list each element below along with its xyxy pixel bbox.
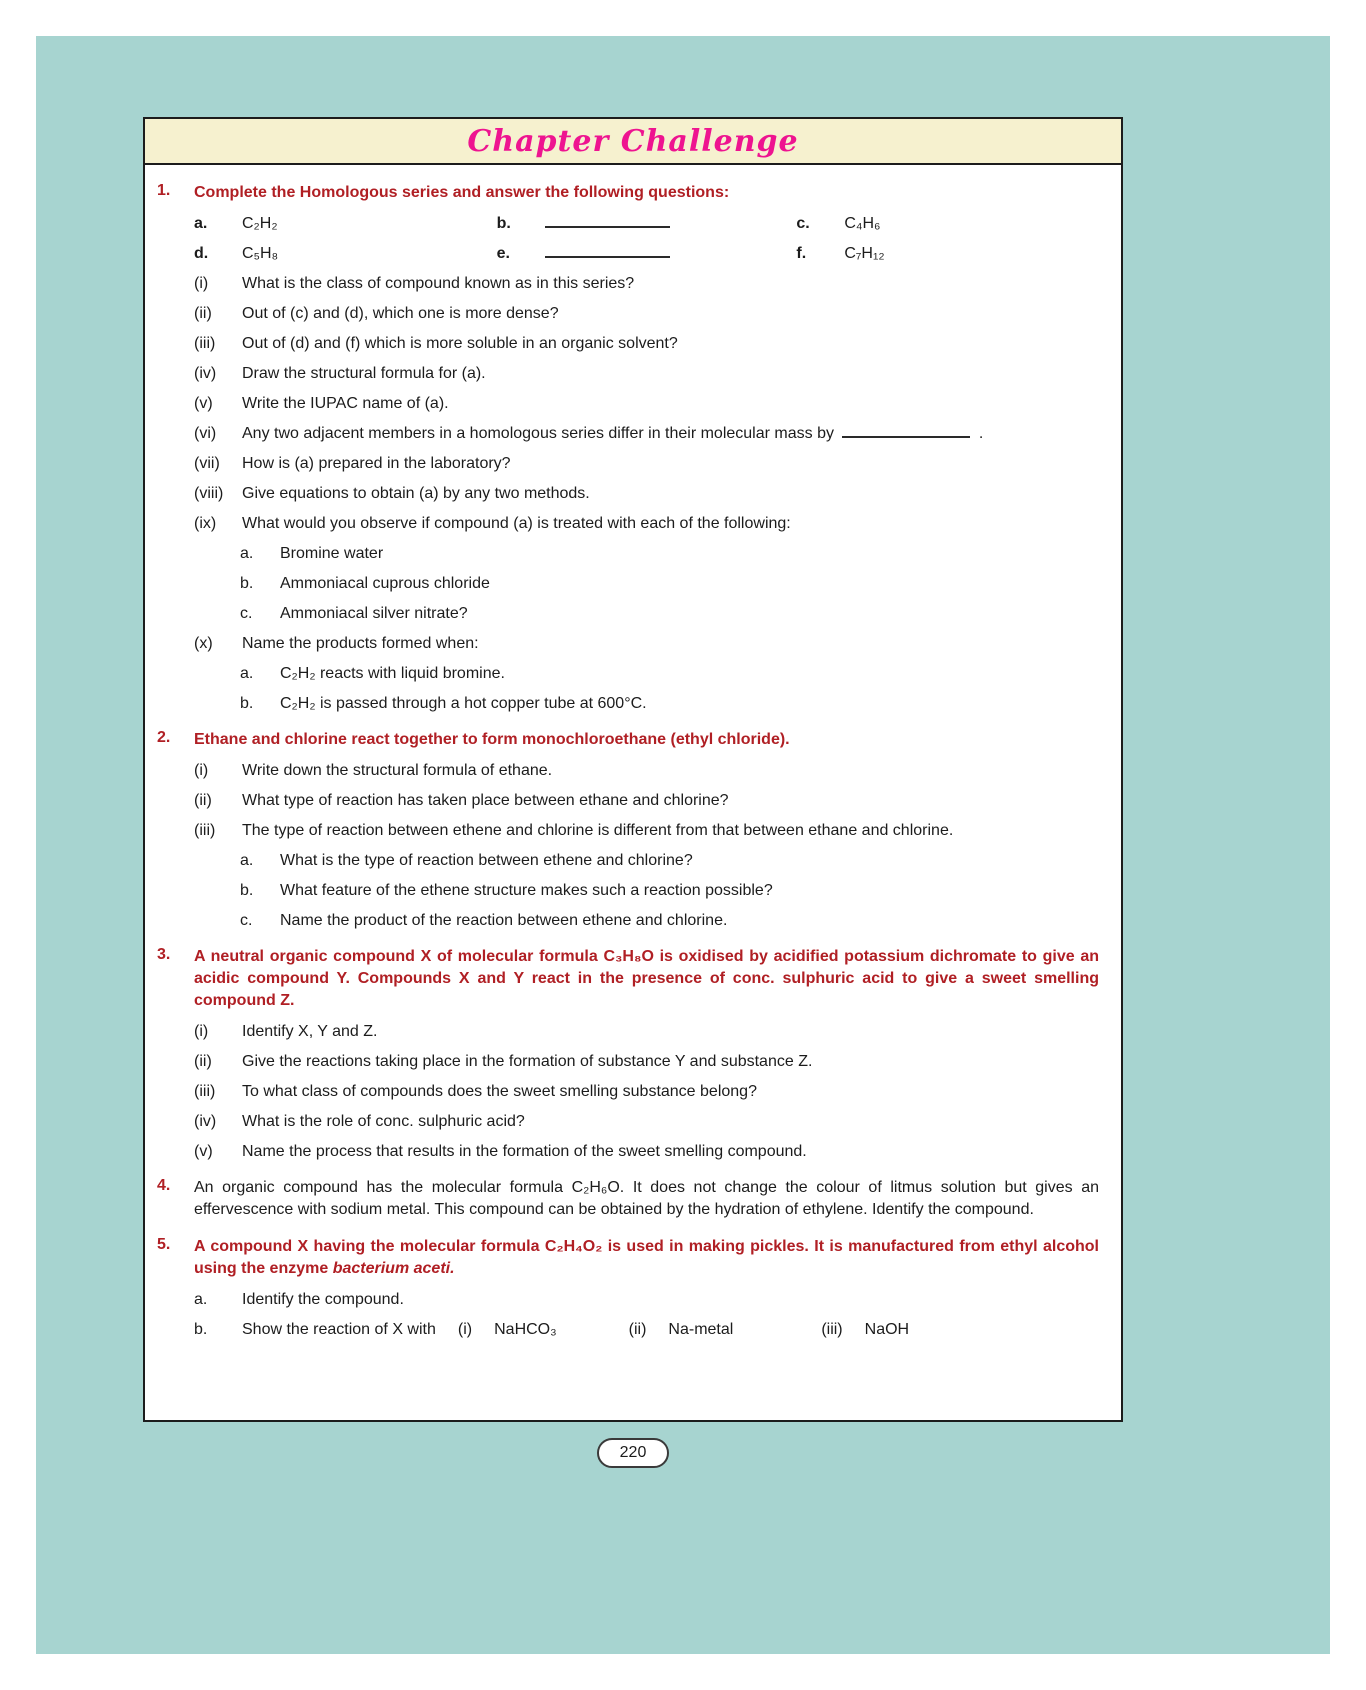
item-label: (vii) [194,455,220,472]
question-item [194,1081,1099,1102]
stem-segment: bacterium aceti. [332,1260,455,1277]
chapter-challenge-box [143,117,1123,1422]
series-cell [194,213,497,234]
question-subitem [240,543,1099,564]
question-item [194,1021,1099,1042]
series-cell [194,243,497,264]
item-label: (iii) [194,822,216,839]
item-text: Out of (d) and (f) which is more soluble in an organic solvent? [242,335,678,352]
fill-in-blank [842,423,970,438]
question-item [194,1141,1099,1162]
inline-part: (i) [457,1321,473,1338]
question-number: 2. [157,729,171,746]
question-item [194,513,1099,534]
question-item [194,423,1099,444]
item-text: What type of reaction has taken place between ethane and chlorine? [242,792,729,809]
stem-segment: A neutral organic compound X of molecular formula C₃H₈O is oxidised by acidified potassium dichromate to give an acidic compound Y. Compounds X and Y react in the presence of conc. sulphuric acid to give a sweet smelling compound Z. [194,948,1099,1009]
inline-part: NaHCO₃ [494,1321,557,1338]
stem-segment: An organic compound has the molecular formula C₂H₆O. It does not change the colour of litmus solution but gives an effervescence with sodium metal. This compound can be obtained by the hydration of ethylene. Identify the compound. [194,1179,1099,1218]
item-label: (v) [194,1143,213,1160]
subitem-label: a. [240,665,254,682]
question-number: 4. [157,1177,171,1194]
item-text: What is the role of conc. sulphuric acid? [242,1113,525,1130]
fill-in-blank [545,243,670,258]
series-item-label: b. [496,215,511,232]
question-subitem [240,603,1099,624]
question-subitem [240,663,1099,684]
subitem-text: Ammoniacal silver nitrate? [280,605,468,622]
item-label: b. [194,1321,208,1338]
question-stem-row [157,182,1099,204]
question-stem [194,946,1099,1012]
question-stem [194,1236,1099,1280]
subitem-label: c. [240,912,253,929]
item-text: Name the process that results in the formation of the sweet smelling compound. [242,1143,807,1160]
question-subitem [240,880,1099,901]
question-item [194,333,1099,354]
chapter-challenge-header [145,119,1121,165]
subitem-text: What is the type of reaction between ethene and chlorine? [280,852,693,869]
question-item [194,820,1099,841]
stem-segment: Ethane and chlorine react together to form monochloroethane (ethyl chloride). [194,731,790,748]
chemical-formula: C₂H₂ [242,215,278,232]
item-text-after: . [974,425,984,442]
item-text: Give equations to obtain (a) by any two methods. [242,485,590,502]
subitem-text: C₂H₂ reacts with liquid bromine. [280,665,505,682]
question-number: 5. [157,1236,171,1253]
item-label: (ii) [194,792,212,809]
question-number: 1. [157,182,171,199]
item-text: Write the IUPAC name of (a). [242,395,449,412]
series-row [194,243,1099,264]
item-text [242,1319,1099,1340]
page-number-badge [597,1438,669,1468]
series-cell [796,213,1099,234]
item-text: Out of (c) and (d), which one is more dense? [242,305,559,322]
subitem-label: a. [240,852,254,869]
chemical-formula: C₇H₁₂ [844,245,885,262]
item-label: (i) [194,1023,209,1040]
question-4 [157,1177,1099,1221]
question-item [194,483,1099,504]
subitem-text: C₂H₂ is passed through a hot copper tube at 600°C. [280,695,647,712]
page-number: 220 [619,1444,647,1461]
item-text: Draw the structural formula for (a). [242,365,486,382]
item-label: a. [194,1291,208,1308]
item-text-before: Any two adjacent members in a homologous series differ in their molecular mass by [242,425,839,442]
inline-part: NaOH [864,1321,910,1338]
item-label: (ii) [194,305,212,322]
question-item [194,393,1099,414]
item-text: Identify X, Y and Z. [242,1023,378,1040]
question-item [194,760,1099,781]
item-text: Identify the compound. [242,1291,404,1308]
subitem-label: b. [240,695,254,712]
inline-part: Show the reaction of X with [242,1321,436,1338]
question-3 [157,946,1099,1162]
series-item-label: c. [796,215,810,232]
question-item [194,1319,1099,1340]
item-text: Give the reactions taking place in the formation of substance Y and substance Z. [242,1053,813,1070]
fill-in-blank [545,213,670,228]
series-cell [497,213,797,234]
series-row [194,213,1099,234]
question-item [194,1051,1099,1072]
question-stem-row [157,946,1099,1012]
subitem-label: b. [240,882,254,899]
subitem-label: c. [240,605,253,622]
item-label: (iv) [194,1113,217,1130]
subitem-text: Ammoniacal cuprous chloride [280,575,490,592]
inline-part: (ii) [628,1321,647,1338]
question-item [194,303,1099,324]
item-label: (ii) [194,1053,212,1070]
inline-part: Na-metal [668,1321,734,1338]
question-item [194,1111,1099,1132]
subitem-label: b. [240,575,254,592]
question-item [194,453,1099,474]
series-item-label: f. [796,245,807,262]
series-item-label: e. [496,245,510,262]
question-subitem [240,573,1099,594]
inline-part: (iii) [821,1321,843,1338]
series-cell [796,243,1099,264]
series-item-label: a. [194,215,208,232]
question-item [194,273,1099,294]
item-label: (v) [194,395,213,412]
item-text: What is the class of compound known as in this series? [242,275,635,292]
item-text: What would you observe if compound (a) is treated with each of the following: [242,515,791,532]
subitem-text: Name the product of the reaction between ethene and chlorine. [280,912,728,929]
item-label: (iii) [194,335,216,352]
question-2 [157,729,1099,931]
item-text: Write down the structural formula of ethane. [242,762,553,779]
questions [145,165,1121,1360]
item-label: (iv) [194,365,217,382]
question-item [194,633,1099,654]
item-label: (vi) [194,425,217,442]
question-item [194,1289,1099,1310]
question-item [194,790,1099,811]
item-text: The type of reaction between ethene and chlorine is different from that between ethane and chlorine. [242,822,954,839]
question-stem [194,1177,1099,1221]
series-cell [497,243,797,264]
item-label: (ix) [194,515,217,532]
question-stem-row [157,729,1099,751]
subitem-text: Bromine water [280,545,384,562]
subitem-label: a. [240,545,254,562]
stem-segment: Complete the Homologous series and answer the following questions: [194,184,730,201]
series-item-label: d. [194,245,209,262]
item-label: (x) [194,635,213,652]
item-label: (iii) [194,1083,216,1100]
question-stem-row [157,1236,1099,1280]
item-label: (viii) [194,485,224,502]
teal-mat [36,36,1330,1654]
question-5 [157,1236,1099,1340]
chemical-formula: C₅H₈ [242,245,279,262]
question-subitem [240,693,1099,714]
item-text: Name the products formed when: [242,635,479,652]
question-stem [194,729,1099,751]
page-title: Chapter Challenge [467,123,799,159]
question-stem [194,182,1099,204]
item-label: (i) [194,762,209,779]
question-item [194,363,1099,384]
chemical-formula: C₄H₆ [844,215,881,232]
item-text: How is (a) prepared in the laboratory? [242,455,511,472]
item-label: (i) [194,275,209,292]
question-number: 3. [157,946,171,963]
question-subitem [240,850,1099,871]
stem-segment: A compound X having the molecular formula C₂H₄O₂ is used in making pickles. It is manufactured from ethyl alcohol using the enzyme [194,1238,1099,1277]
subitem-text: What feature of the ethene structure makes such a reaction possible? [280,882,773,899]
question-subitem [240,910,1099,931]
item-text: To what class of compounds does the sweet smelling substance belong? [242,1083,757,1100]
item-text [242,423,1099,444]
question-1 [157,182,1099,714]
question-stem-row [157,1177,1099,1221]
